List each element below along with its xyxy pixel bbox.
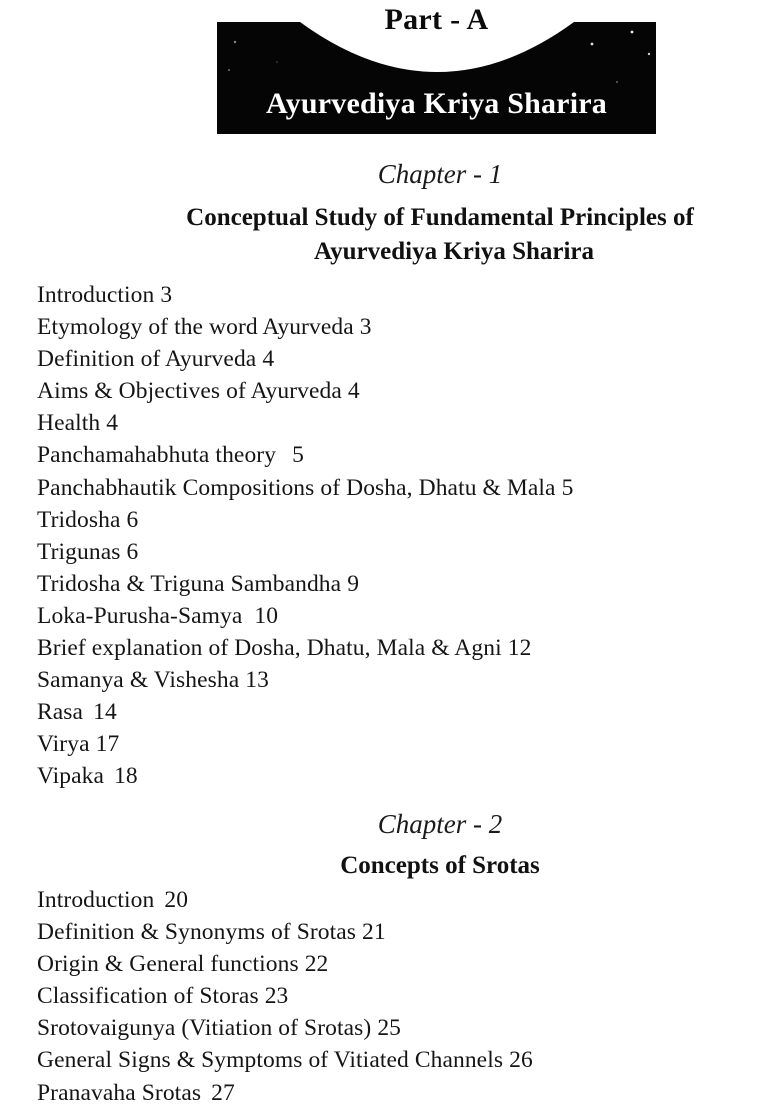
chapter-2-label: Chapter - 2 bbox=[377, 809, 503, 839]
toc-entry[interactable] bbox=[37, 343, 573, 375]
toc-entry[interactable] bbox=[37, 279, 573, 311]
toc-entry-title: Vipaka bbox=[37, 763, 105, 790]
toc-entry[interactable] bbox=[37, 760, 573, 792]
toc-entry-title: Tridosha bbox=[37, 506, 121, 533]
chapter-1-title-line2: Ayurvediya Kriya Sharira bbox=[313, 238, 595, 265]
toc-entry[interactable] bbox=[37, 407, 573, 439]
toc-entry-page: 25 bbox=[377, 1015, 402, 1042]
toc-entry-page: 5 bbox=[561, 474, 574, 501]
toc-entry-page: 3 bbox=[359, 314, 372, 341]
toc-entry-page: 10 bbox=[254, 602, 279, 629]
toc-entry-title: Samanya & Vishesha bbox=[37, 667, 240, 694]
toc-entry-page: 18 bbox=[114, 763, 138, 790]
toc-entry-title: Trigunas bbox=[37, 538, 121, 565]
toc-entry-title: Tridosha & Triguna Sambandha bbox=[37, 570, 342, 597]
toc-entry-title: Srotovaigunya (Vitiation of Srotas) bbox=[37, 1015, 372, 1042]
toc-entry[interactable] bbox=[37, 980, 533, 1012]
toc-entry[interactable] bbox=[37, 1012, 533, 1044]
part-title: Part - A bbox=[384, 3, 489, 36]
toc-entry-page: 12 bbox=[507, 635, 532, 662]
toc-entry[interactable] bbox=[37, 311, 573, 343]
toc-entry-title: General Signs & Symptoms of Vitiated Channels bbox=[37, 1047, 504, 1074]
toc-entry-title: Brief explanation of Dosha, Dhatu, Mala & Agni bbox=[37, 635, 502, 662]
toc-entry-title: Pranavaha Srotas bbox=[37, 1079, 202, 1106]
toc-entry[interactable] bbox=[37, 916, 533, 948]
toc-entry[interactable] bbox=[37, 568, 573, 600]
toc-entry[interactable] bbox=[37, 504, 573, 536]
toc-entry-page: 26 bbox=[509, 1047, 533, 1074]
toc-entry-title: Aims & Objectives of Ayurveda bbox=[37, 378, 342, 405]
toc-entry-page: 4 bbox=[106, 410, 119, 437]
toc-entry[interactable] bbox=[37, 664, 573, 696]
toc-entry-page: 14 bbox=[93, 699, 117, 726]
toc-entry-page: 21 bbox=[362, 919, 386, 946]
toc-entry[interactable] bbox=[37, 696, 573, 728]
toc-entry-title: Definition & Synonyms of Srotas bbox=[37, 919, 357, 946]
banner-title: Ayurvediya Kriya Sharira bbox=[266, 87, 607, 120]
toc-entry[interactable] bbox=[37, 375, 573, 407]
toc-entry[interactable] bbox=[37, 884, 533, 916]
toc-entry-title: Definition of Ayurveda bbox=[37, 346, 257, 373]
chapter-2-title: Concepts of Srotas bbox=[340, 852, 540, 879]
toc-entry[interactable] bbox=[37, 728, 573, 760]
toc-entry[interactable] bbox=[37, 536, 573, 568]
toc-entry-page: 22 bbox=[304, 951, 329, 978]
toc-entry[interactable] bbox=[37, 600, 573, 632]
toc-entry-page: 4 bbox=[347, 378, 360, 405]
chapter-2-toc-list bbox=[37, 884, 533, 1109]
toc-entry-page: 6 bbox=[126, 538, 139, 565]
toc-entry-page: 6 bbox=[126, 506, 139, 533]
toc-entry-title: Introduction bbox=[37, 887, 155, 913]
toc-entry-title: Panchabhautik Compositions of Dosha, Dhatu & Mala bbox=[37, 474, 556, 501]
toc-entry-title: Etymology of the word Ayurveda bbox=[37, 314, 354, 341]
toc-entry-page: 5 bbox=[292, 442, 304, 469]
toc-entry[interactable] bbox=[37, 472, 573, 504]
toc-entry-title: Health bbox=[37, 410, 101, 437]
chapter-1-toc-list bbox=[37, 279, 573, 793]
toc-entry-title: Loka-Purusha-Samya bbox=[37, 602, 243, 629]
toc-entry-title: Introduction bbox=[37, 282, 155, 308]
toc-entry[interactable] bbox=[37, 1077, 533, 1109]
toc-entry[interactable] bbox=[37, 1044, 533, 1076]
toc-entry-page: 27 bbox=[211, 1079, 235, 1106]
toc-entry-page: 3 bbox=[160, 282, 173, 308]
chapter-1-label: Chapter - 1 bbox=[377, 159, 503, 189]
toc-entry-title: Rasa bbox=[37, 699, 84, 726]
chapter-1-title-line1: Conceptual Study of Fundamental Principles of bbox=[186, 204, 694, 231]
toc-entry-title: Virya bbox=[37, 731, 90, 758]
toc-entry-page: 23 bbox=[264, 983, 289, 1010]
toc-entry-title: Panchamahabhuta theory bbox=[37, 442, 277, 469]
toc-entry-page: 20 bbox=[164, 887, 189, 913]
toc-entry[interactable] bbox=[37, 632, 573, 664]
toc-entry[interactable] bbox=[37, 948, 533, 980]
toc-entry-page: 9 bbox=[347, 570, 360, 597]
toc-entry-page: 17 bbox=[95, 731, 120, 758]
toc-entry-title: Classification of Storas bbox=[37, 983, 259, 1010]
toc-entry[interactable] bbox=[37, 439, 573, 471]
toc-entry-page: 13 bbox=[245, 667, 269, 694]
toc-entry-page: 4 bbox=[262, 346, 275, 373]
toc-entry-title: Origin & General functions bbox=[37, 951, 299, 978]
